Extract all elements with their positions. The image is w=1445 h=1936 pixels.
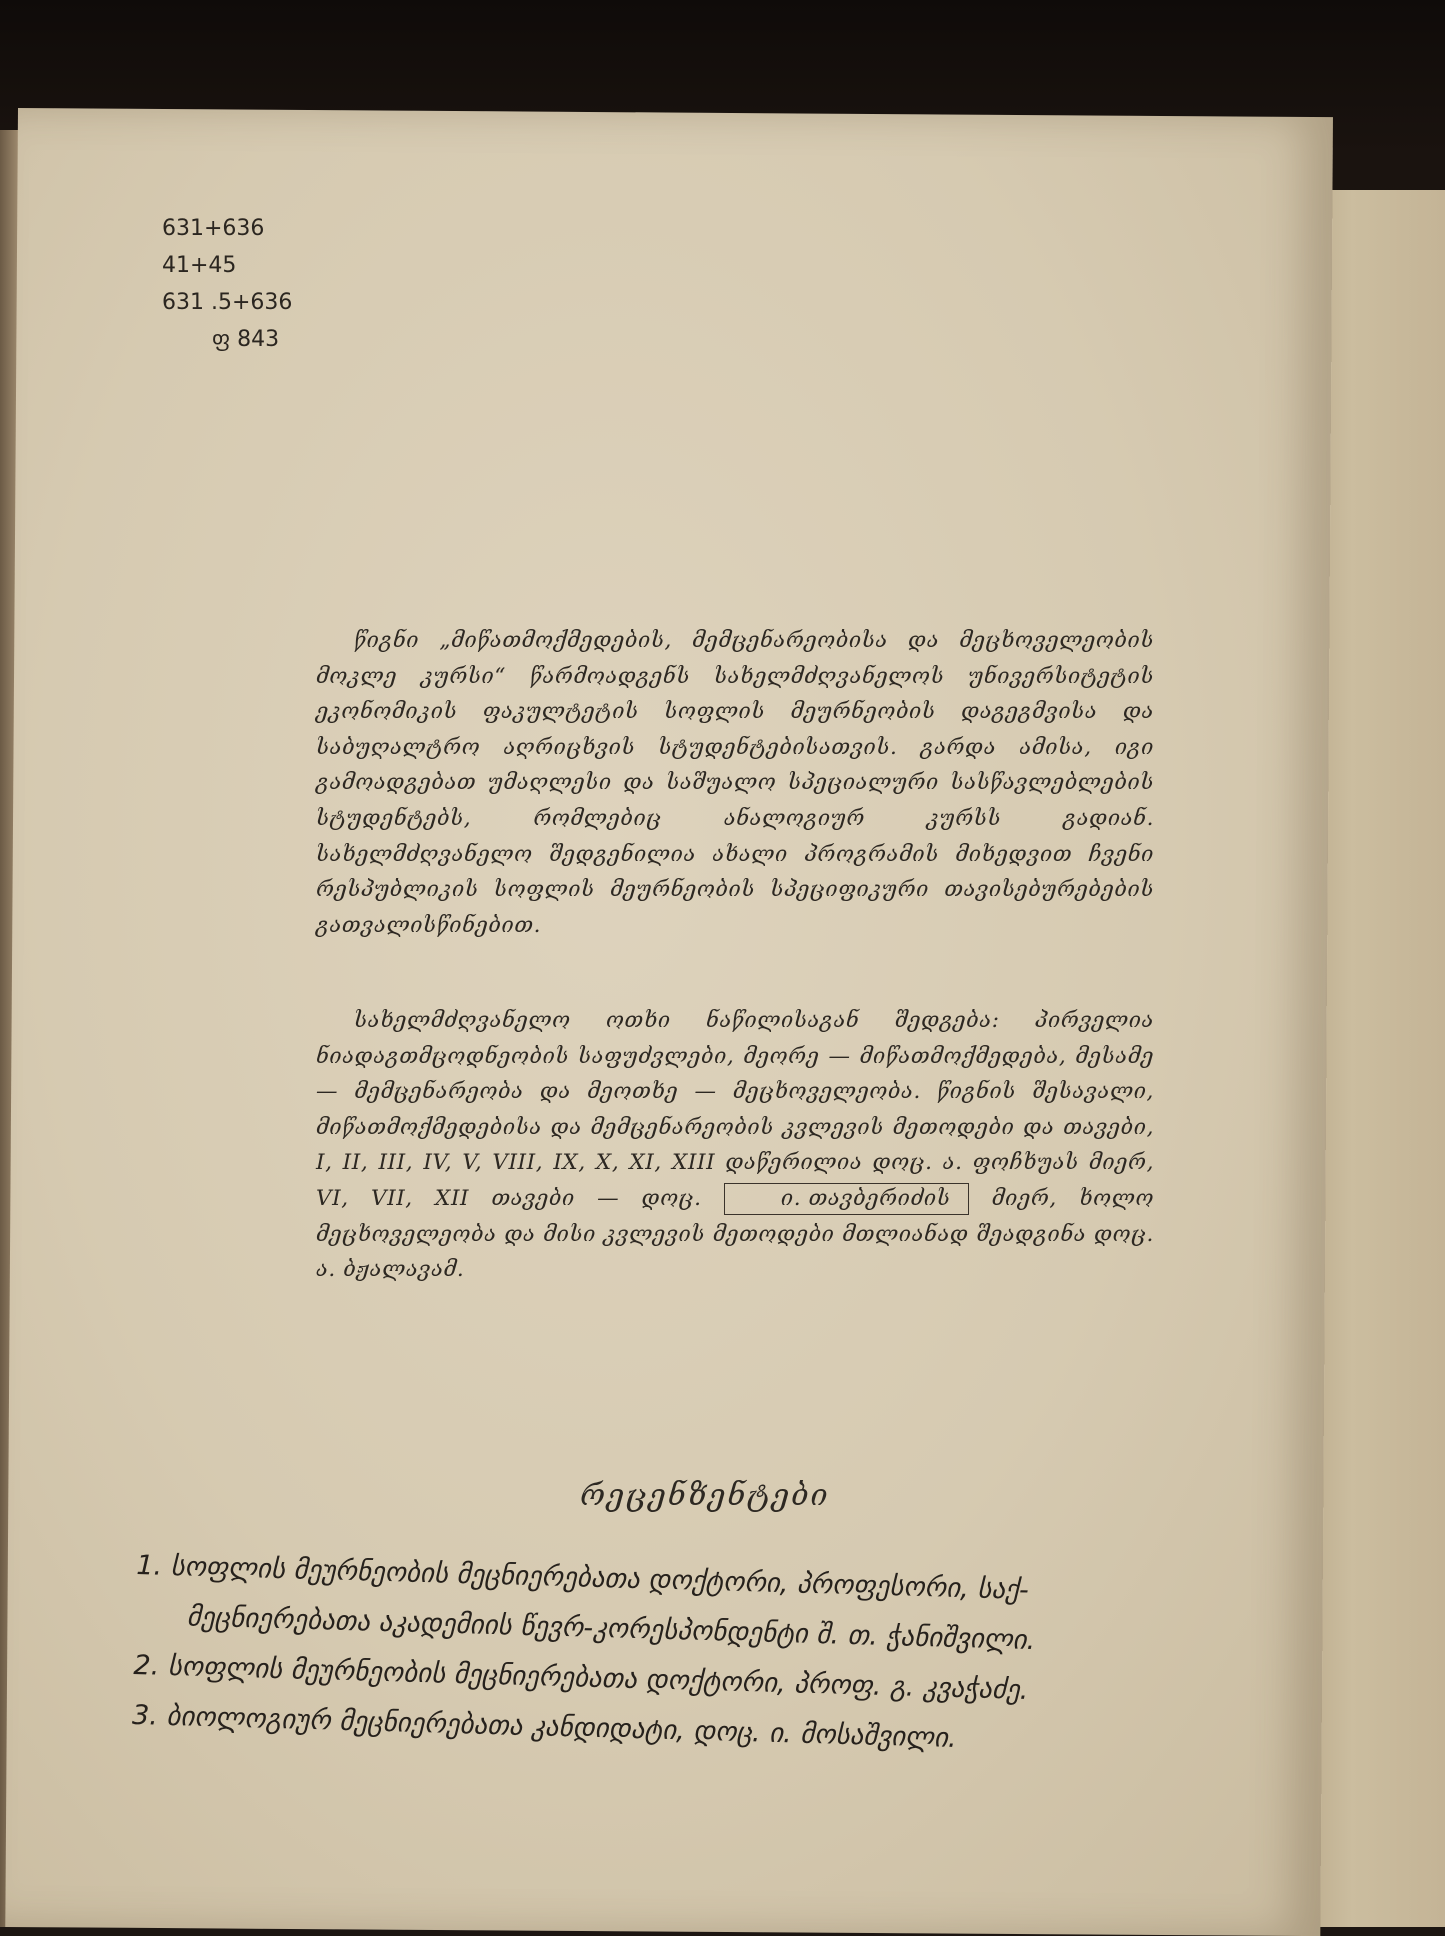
boxed-author-name: ი. თავბერიძის [724,1183,970,1215]
call-number-line: 631 .5+636 [162,290,293,315]
reviewer-number: 3. [131,1699,159,1732]
call-number-line: ფ 843 [212,327,280,352]
reviewers-heading: რეცენზენტები [580,1478,830,1513]
authorship-paragraph [316,1003,1154,1288]
call-number-line: 41+45 [162,253,237,278]
intro-paragraph: წიგნი „მიწათმოქმედების, მემცენარეობისა და მეცხოველეობის მოკლე კურსი“ წარმოადგენს სახელმძღვანელოს უნივერსიტეტის ეკონომიკის ფაკულტეტის სოფლის მეურნეობის დაგეგმვისა და საბუღალტრო აღრიცხვის სტუდენტებისათვის. გარდა ამისა, იგი გამოადგებათ უმაღლესი და საშუალო სპეციალური სასწავლებლების სტუდენტებს, რომლებიც ანალოგიურ კურსს გადიან. სახელმძღვანელო შედგენილია ახალი პროგრამის მიხედვით ჩვენი რესპუბლიკის სოფლის მეურნეობის სპეციფიკური თავისებურებების გათვალისწინებით. [316,628,1154,938]
reviewer-text: სოფლის მეურნეობის მეცნიერებათა დოქტორი, პროფ. გ. კვაჭაძე. [167,1650,1029,1706]
reviewer-number: 1. [135,1549,163,1582]
authorship-text-after: მიერ, ხოლო მეცხოველეობა და მისი კვლევის მეთოდები მთლიანად შეადგინა დოც. ა. ბჟალავამ. [316,1185,1155,1283]
library-call-numbers [162,210,292,358]
reviewer-number: 2. [133,1649,160,1682]
authorship-text-before: სახელმძღვანელო ოთხი ნაწილისაგან შედგება: პირველია ნიადაგთმცოდნეობის საფუძვლები, მეორე — მიწათმოქმედება, მესამე — მემცენარეობა და მეოთხე — მეცხოველეობა. წიგნის შესავალი, მიწათმოქმედებისა და მემცენარეობის კვლევის მეთოდები და თავები, I, II, III, IV, V, VIII, IX, X, XI, XIII დაწერილია დოც. ა. ფოჩხუას მიერ, VI, VII, XII თავები — დოც. [316,1008,1154,1211]
reviewer-text: სოფლის მეურნეობის მეცნიერებათა დოქტორი, პროფესორი, საქ- [170,1550,1030,1606]
reviewer-text-continued: მეცნიერებათა აკადემიის წევრ-კორესპონდენტი შ. თ. ჭანიშვილი. [186,1601,1036,1657]
call-number-line: 631+636 [162,216,265,241]
reviewer-text: ბიოლოგიურ მეცნიერებათა კანდიდატი, დოც. ი. მოსაშვილი. [166,1700,957,1754]
reviewers-list [131,1541,1326,1774]
